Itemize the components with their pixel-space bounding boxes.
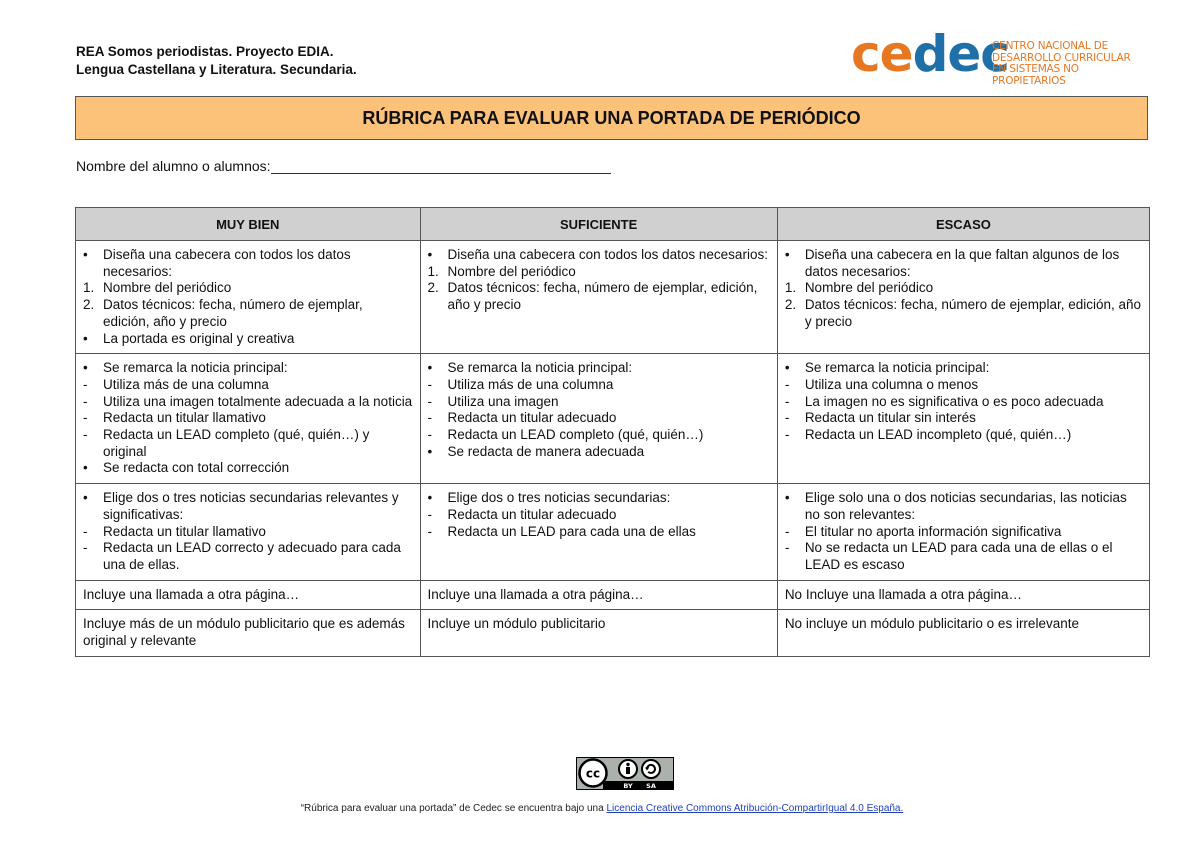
item-text: Se remarca la noticia principal: [447,360,633,376]
criterion-item [83,540,413,573]
item-text: Redacta un LEAD completo (qué, quién…) [447,427,704,443]
criterion-item [785,360,1142,377]
item-marker: - [784,540,790,556]
item-text: Se remarca la noticia principal: [804,360,990,376]
item-text: Incluye una llamada a otra página… [83,586,300,602]
item-marker: 2. [784,297,797,313]
item-text: Nombre del periódico [447,263,576,279]
criterion-item [428,410,770,427]
criterion-item [428,377,770,394]
item-marker: - [784,523,790,539]
svg-text:cc: cc [585,766,601,781]
item-text: Utiliza más de una columna [447,376,614,392]
criterion-item [428,490,770,507]
item-marker: • [83,247,88,262]
item-marker: - [784,393,790,409]
item-marker: - [83,427,88,443]
header-line-2: Lengua Castellana y Literatura. Secundaria. [76,62,357,77]
criterion-item [83,394,413,411]
footer-text: “Rúbrica para evaluar una portada” de Cedec se encuentra bajo una [300,803,607,814]
rubric-cell-suficiente [420,580,777,610]
student-name-label: Nombre del alumno o alumnos: [76,158,271,174]
criterion-item [428,360,770,377]
item-text: Diseña una cabecera con todos los datos necesarios: [447,247,768,262]
item-marker: • [83,330,88,346]
item-marker: 2. [83,297,95,313]
item-marker: - [427,523,432,539]
rubric-row [76,241,1150,354]
rubric-cell-escaso [777,241,1149,354]
rubric-cell-escaso [777,484,1149,581]
item-marker: - [427,427,432,443]
item-marker: • [427,490,433,506]
item-text: Utiliza una imagen totalmente adecuada a la noticia [103,393,413,409]
item-text: Incluye una llamada a otra página… [427,586,644,602]
item-marker: • [784,360,790,376]
criterion-item [428,616,770,633]
criterion-item [83,360,413,377]
item-text: Utiliza una columna o menos [804,376,979,392]
rubric-body [76,241,1150,657]
rubric-cell-muy-bien [76,610,421,656]
criterion-item [83,247,413,280]
item-text: Elige dos o tres noticias secundarias: [447,490,671,506]
logo-sub-line-2: DESARROLLO CURRICULAR [992,51,1131,64]
criterion-item [83,460,413,477]
criterion-item [83,616,413,649]
item-marker: - [784,376,790,392]
logo-word-part2: dec [912,25,1009,83]
criterion-item [83,524,413,541]
criterion-item [785,377,1142,394]
item-text: Datos técnicos: fecha, número de ejemplar, edición, año y precio [103,297,363,329]
item-text: Redacta un LEAD incompleto (qué, quién…) [804,427,1072,443]
column-header-suficiente: SUFICIENTE [420,208,777,241]
item-marker: • [427,360,433,376]
rubric-row [76,484,1150,581]
item-marker: 1. [784,280,797,296]
item-text: No incluye un módulo publicitario o es irrelevante [784,616,1079,632]
rubric-cell-muy-bien [76,241,421,354]
rubric-cell-suficiente [420,241,777,354]
item-marker: - [427,410,432,426]
item-text: Diseña una cabecera con todos los datos necesarios: [103,247,351,279]
criterion-item [83,377,413,394]
logo-subtitle [992,41,1151,87]
item-text: Incluye más de un módulo publicitario que es además original y relevante [83,616,405,649]
logo-sub-line-1: CENTRO NACIONAL DE [992,40,1109,52]
rubric-cell-escaso [777,610,1149,656]
criterion-item [83,331,413,348]
item-marker: • [784,490,790,506]
item-text: Elige solo una o dos noticias secundarias, las noticias no son relevantes: [804,490,1127,522]
cc-by-sa-badge [576,757,674,790]
item-text: Redacta un titular sin interés [804,410,976,426]
item-text: Redacta un LEAD para cada una de ellas [447,523,696,539]
criterion-item [785,280,1142,297]
rubric-cell-escaso [777,354,1149,484]
item-marker: • [427,247,433,262]
criterion-item [428,427,770,444]
item-marker: - [83,393,88,409]
rubric-row [76,354,1150,484]
criterion-item [83,280,413,297]
item-text: Nombre del periódico [103,280,232,296]
item-text: Se redacta con total corrección [103,460,290,476]
criterion-item [428,444,770,461]
item-marker: • [784,247,790,262]
badge-sa-label: SA [646,782,656,790]
item-marker: - [427,506,432,522]
item-marker: - [427,376,432,392]
student-name-line [76,158,611,174]
rubric-table [75,207,1150,657]
criterion-item [785,410,1142,427]
item-text: Incluye un módulo publicitario [427,616,606,632]
item-marker: 1. [83,280,95,296]
criterion-item [428,524,770,541]
criterion-item [428,247,770,264]
criterion-item [785,616,1142,633]
item-text: Diseña una cabecera en la que faltan algunos de los datos necesarios: [804,247,1120,279]
item-text: Redacta un titular llamativo [103,410,266,426]
header-line-1: REA Somos periodistas. Proyecto EDIA. [76,44,334,59]
criterion-item [785,540,1142,573]
rubric-row [76,610,1150,656]
license-link[interactable]: Licencia Creative Commons Atribución-CompartirIgual 4.0 España. [606,803,904,814]
criterion-item [83,587,413,604]
logo-word-part1: ce [851,25,913,83]
criterion-item [83,427,413,460]
criterion-item [428,507,770,524]
item-text: La imagen no es significativa o es poco adecuada [804,393,1104,409]
item-text: La portada es original y creativa [103,330,295,346]
criterion-item [83,410,413,427]
item-text: El titular no aporta información significativa [804,523,1062,539]
rubric-header-row [76,208,1150,241]
rubric-title: RÚBRICA PARA EVALUAR UNA PORTADA DE PERIÓDICO [75,96,1148,140]
criterion-item [785,490,1142,523]
column-header-muy-bien: MUY BIEN [76,208,421,241]
item-marker: - [83,540,88,556]
item-marker: 1. [427,263,439,279]
cedec-logo [851,25,1151,87]
criterion-item [785,394,1142,411]
criterion-item [83,490,413,523]
rubric-cell-muy-bien [76,580,421,610]
item-text: Redacta un titular adecuado [447,506,617,522]
item-text: Redacta un LEAD completo (qué, quién…) y original [103,427,370,459]
criterion-item [428,587,770,604]
item-text: Redacta un titular llamativo [103,523,266,539]
rubric-cell-suficiente [420,354,777,484]
criterion-item [428,264,770,281]
item-marker: - [784,427,790,443]
sa-share-alike-icon [642,760,660,778]
item-text: Datos técnicos: fecha, número de ejemplar, edición, año y precio [804,297,1142,329]
criterion-item [428,280,770,313]
rubric-cell-muy-bien [76,354,421,484]
rubric-cell-suficiente [420,610,777,656]
item-marker: - [784,410,790,426]
rubric-row [76,580,1150,610]
document-header [76,43,357,79]
item-marker: - [83,376,88,392]
criterion-item [785,247,1142,280]
item-text: Se remarca la noticia principal: [103,360,288,376]
item-text: Elige dos o tres noticias secundarias relevantes y significativas: [103,490,399,522]
item-marker: • [83,460,88,476]
column-header-escaso: ESCASO [777,208,1149,241]
criterion-item [83,297,413,330]
rubric-cell-escaso [777,580,1149,610]
criterion-item [785,587,1142,604]
item-text: Redacta un LEAD correcto y adecuado para cada una de ellas. [103,540,401,572]
item-text: No Incluye una llamada a otra página… [784,586,1022,602]
item-text: Se redacta de manera adecuada [447,443,645,459]
rubric-cell-suficiente [420,484,777,581]
item-marker: • [427,443,433,459]
item-marker: 2. [427,280,439,296]
criterion-item [785,524,1142,541]
item-text: No se redacta un LEAD para cada una de ellas o el LEAD es escaso [804,540,1113,572]
item-marker: • [83,360,88,376]
student-name-blank [271,159,611,174]
item-text: Redacta un titular adecuado [447,410,617,426]
criterion-item [428,394,770,411]
logo-sub-line-3: EN SISTEMAS NO PROPIETARIOS [992,63,1079,87]
logo-wordmark [851,25,1009,83]
item-marker: • [83,490,88,506]
item-marker: - [83,410,88,426]
item-marker: - [427,393,432,409]
badge-by-label: BY [623,782,633,790]
license-footer [0,803,1204,814]
item-text: Nombre del periódico [804,280,934,296]
item-text: Utiliza una imagen [447,393,559,409]
criterion-item [785,297,1142,330]
item-text: Datos técnicos: fecha, número de ejemplar, edición, año y precio [447,280,758,313]
rubric-cell-muy-bien [76,484,421,581]
item-marker: - [83,523,88,539]
criterion-item [785,427,1142,444]
item-text: Utiliza más de una columna [103,376,269,392]
